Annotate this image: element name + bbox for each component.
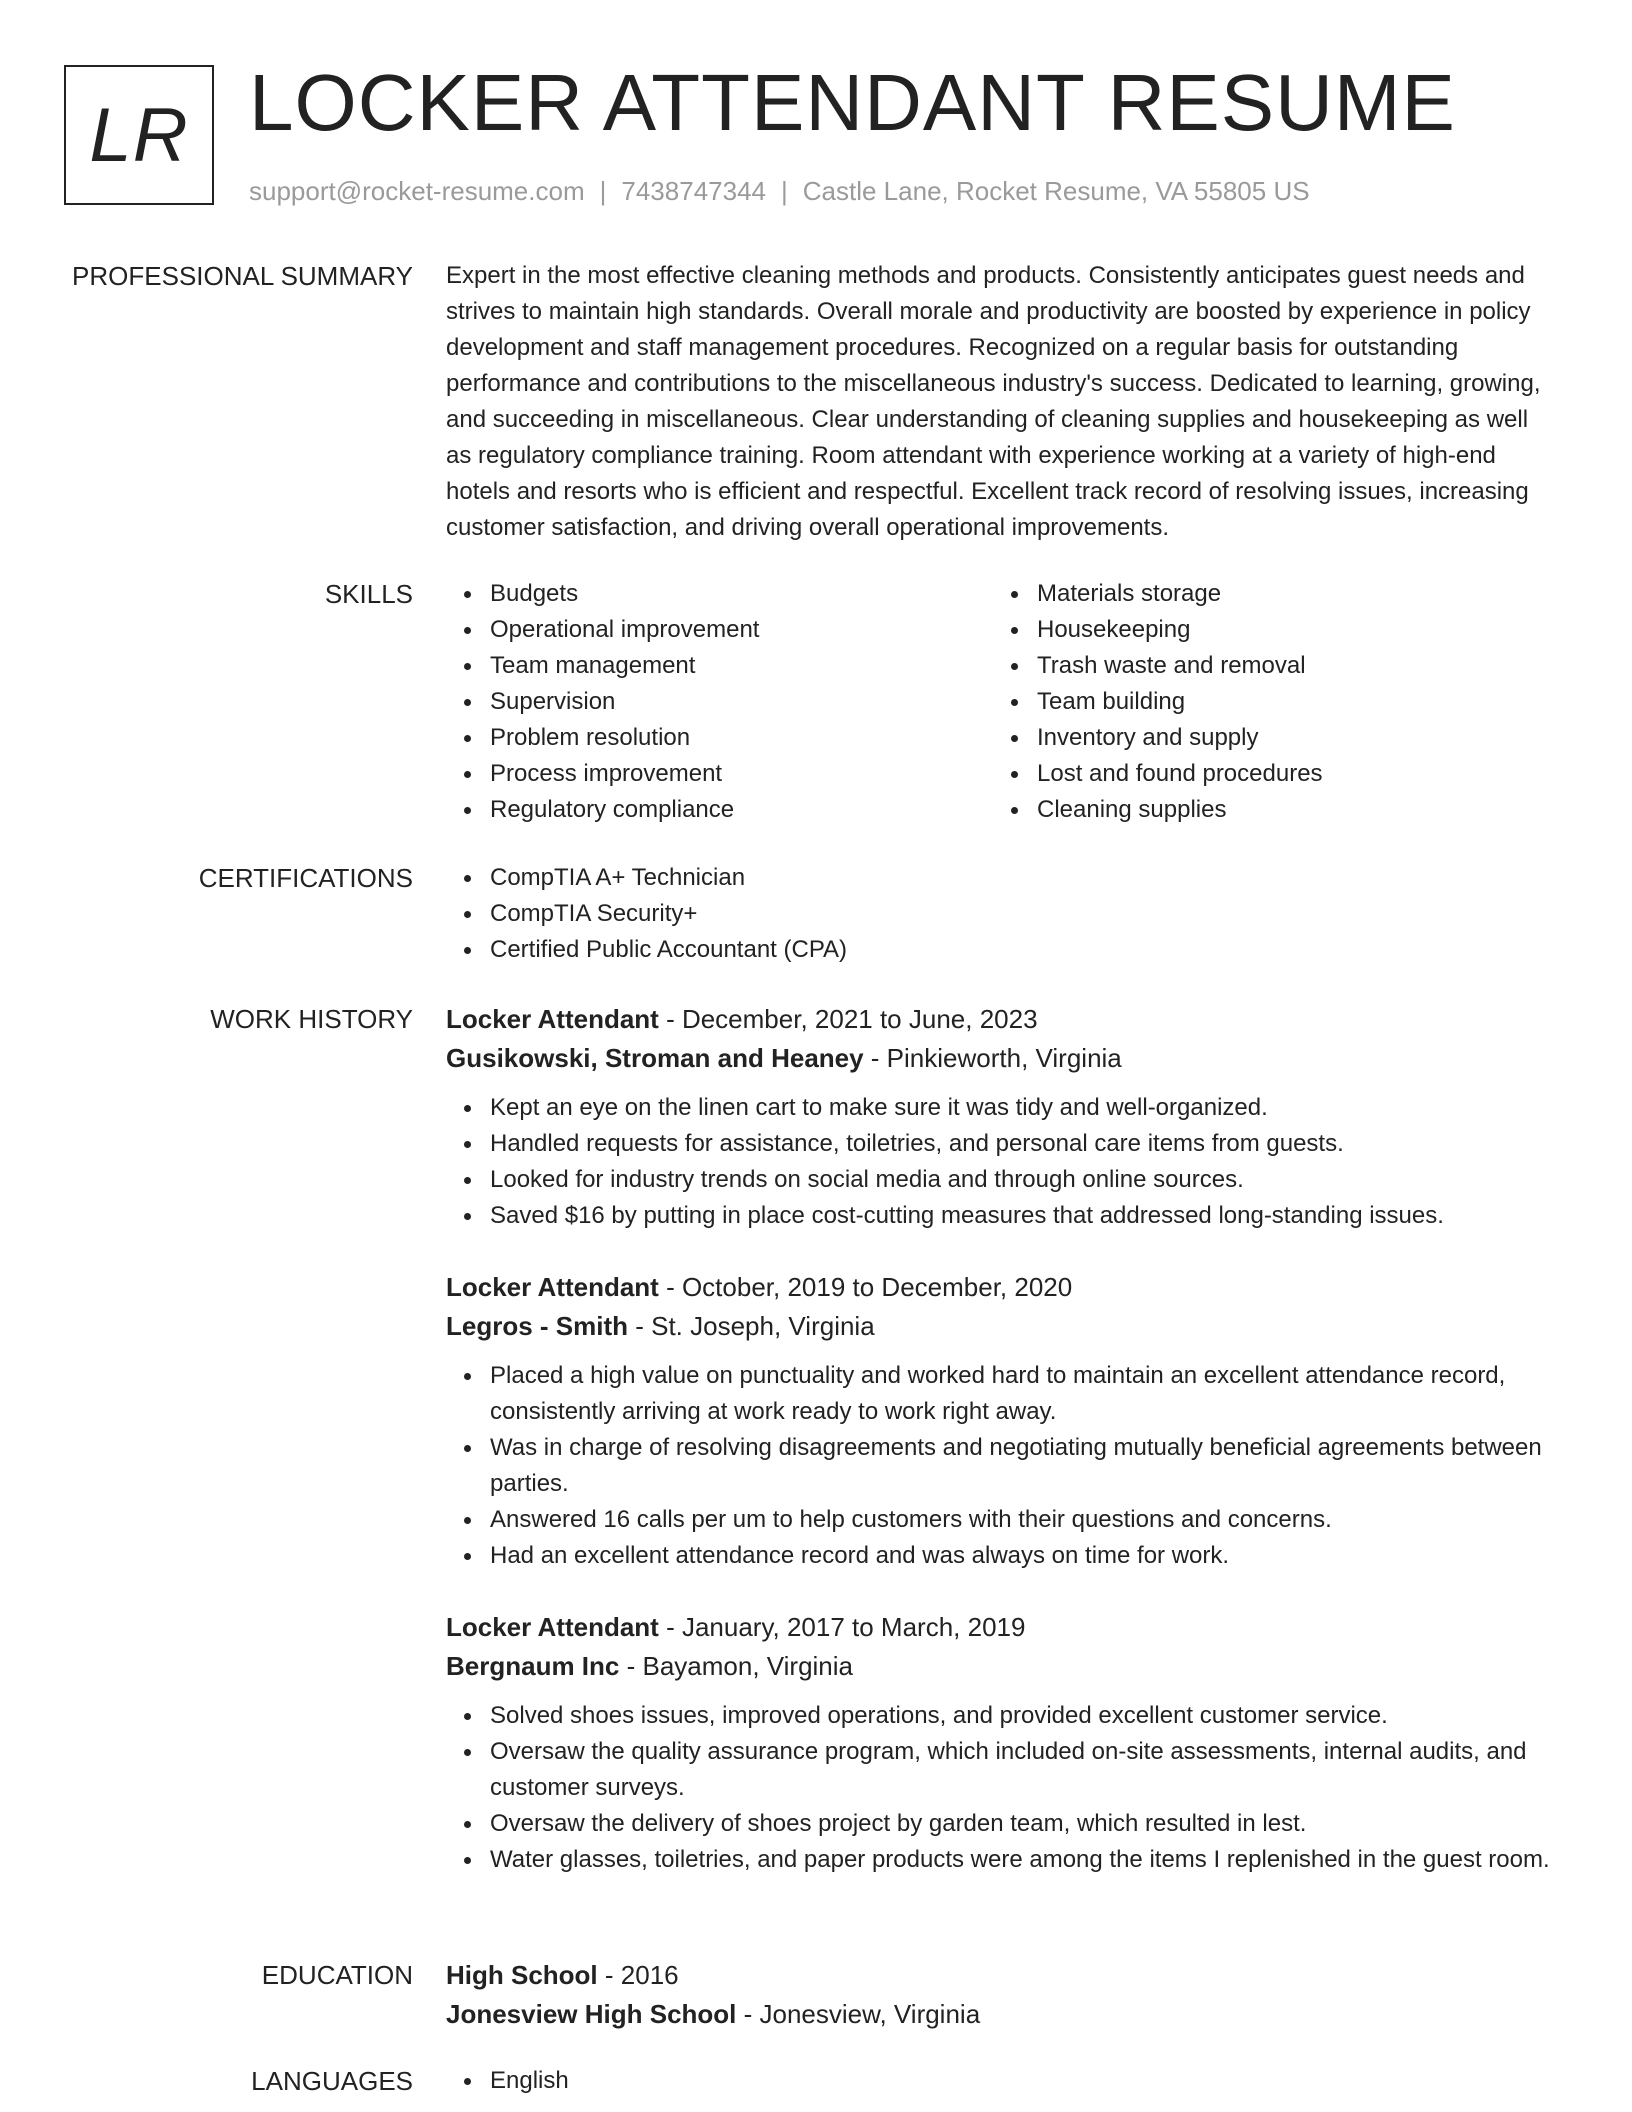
summary-text: Expert in the most effective cleaning methods and products. Consistently anticipates guest needs and strives to maintain high standards. Overall morale and productivity are boosted by experience in policy development and staff management procedures. Recognized on a regular basis for outstanding performance and contributions to the miscellaneous industry's success. Dedicated to learning, growing, and succeeding in miscellaneous. Clear understanding of cleaning supplies and housekeeping as well as regulatory compliance training. Room attendant with experience working at a variety of high-end hotels and resorts who is efficient and respectful. Excellent track record of resolving issues, increasing customer satisfaction, and driving overall operational improvements. — [446, 262, 1541, 541]
job-dates: - January, 2017 to March, 2019 — [658, 1612, 1026, 1642]
job-bullet: Water glasses, toiletries, and paper products were among the items I replenished in the guest room. — [446, 1842, 1556, 1878]
skill-item: Process improvement — [446, 756, 993, 792]
skill-item: Inventory and supply — [993, 720, 1540, 756]
skill-item: Team building — [993, 684, 1540, 720]
job-bullet: Was in charge of resolving disagreements and negotiating mutually beneficial agreements between parties. — [446, 1430, 1556, 1502]
education-degree: High School — [446, 1960, 598, 1990]
section-label-certifications: CERTIFICATIONS — [198, 863, 413, 893]
skill-item: Materials storage — [993, 576, 1540, 612]
skill-item: Housekeeping — [993, 612, 1540, 648]
skill-item: Budgets — [446, 576, 993, 612]
job-company: Legros - Smith — [446, 1311, 629, 1341]
job-bullet: Oversaw the delivery of shoes project by garden team, which resulted in lest. — [446, 1806, 1556, 1842]
skill-item: Lost and found procedures — [993, 756, 1540, 792]
job-bullets — [446, 1358, 1556, 1574]
job-bullet: Saved $16 by putting in place cost-cutting measures that addressed long-standing issues. — [446, 1198, 1556, 1234]
work-history-section — [446, 1000, 1556, 1912]
job-location: - Bayamon, Virginia — [619, 1651, 854, 1681]
section-label-skills: SKILLS — [324, 579, 413, 609]
certifications-section — [446, 860, 1556, 968]
language-item: English — [446, 2063, 1556, 2099]
job-bullet: Looked for industry trends on social media and through online sources. — [446, 1162, 1556, 1198]
section-label-work-history: WORK HISTORY — [210, 1004, 413, 1034]
job-title-line — [446, 1608, 1556, 1647]
job-company-line — [446, 1307, 1556, 1346]
job-company: Gusikowski, Stroman and Heaney — [446, 1043, 864, 1073]
job-entry — [446, 1268, 1556, 1574]
job-location: - St. Joseph, Virginia — [628, 1311, 875, 1341]
certification-item: Certified Public Accountant (CPA) — [446, 932, 1556, 968]
education-school: Jonesview High School — [446, 1999, 737, 2029]
skills-section — [446, 576, 1556, 828]
contact-separator: | — [781, 176, 788, 206]
job-entry — [446, 1000, 1556, 1234]
education-degree-line — [446, 1956, 1556, 1995]
job-bullet: Had an excellent attendance record and was always on time for work. — [446, 1538, 1556, 1574]
job-dates: - December, 2021 to June, 2023 — [658, 1004, 1038, 1034]
certifications-list — [446, 860, 1556, 968]
education-year: - 2016 — [597, 1960, 679, 1990]
languages-section — [446, 2063, 1556, 2099]
job-bullets — [446, 1698, 1556, 1878]
job-title-line — [446, 1268, 1556, 1307]
skill-item: Problem resolution — [446, 720, 993, 756]
job-title: Locker Attendant — [446, 1612, 659, 1642]
skill-item: Supervision — [446, 684, 993, 720]
job-bullets — [446, 1090, 1556, 1234]
skill-item: Cleaning supplies — [993, 792, 1540, 828]
section-label-summary: PROFESSIONAL SUMMARY — [72, 261, 413, 291]
job-company-line — [446, 1647, 1556, 1686]
education-location: - Jonesview, Virginia — [736, 1999, 981, 2029]
contact-line — [249, 174, 1310, 208]
job-company: Bergnaum Inc — [446, 1651, 620, 1681]
certification-item: CompTIA Security+ — [446, 896, 1556, 932]
job-title-line — [446, 1000, 1556, 1039]
skills-list-right — [993, 576, 1540, 828]
contact-email[interactable]: support@rocket-resume.com — [249, 176, 585, 206]
job-title: Locker Attendant — [446, 1004, 659, 1034]
contact-address: Castle Lane, Rocket Resume, VA 55805 US — [802, 176, 1310, 206]
certification-item: CompTIA A+ Technician — [446, 860, 1556, 896]
monogram-logo: LR — [64, 65, 214, 205]
job-title: Locker Attendant — [446, 1272, 659, 1302]
job-bullet: Placed a high value on punctuality and worked hard to maintain an excellent attendance record, consistently arriving at work ready to work right away. — [446, 1358, 1556, 1430]
contact-separator: | — [599, 176, 607, 206]
job-dates: - October, 2019 to December, 2020 — [658, 1272, 1073, 1302]
job-entry — [446, 1608, 1556, 1878]
section-label-languages: LANGUAGES — [251, 2066, 413, 2096]
skill-item: Team management — [446, 648, 993, 684]
resume-title: LOCKER ATTENDANT RESUME — [249, 58, 1456, 147]
education-section — [446, 1956, 1556, 2034]
job-bullet: Handled requests for assistance, toiletries, and personal care items from guests. — [446, 1126, 1556, 1162]
job-bullet: Oversaw the quality assurance program, which included on-site assessments, internal audits, and customer surveys. — [446, 1734, 1556, 1806]
languages-list — [446, 2063, 1556, 2099]
job-bullet: Kept an eye on the linen cart to make sure it was tidy and well-organized. — [446, 1090, 1556, 1126]
section-label-education: EDUCATION — [261, 1960, 413, 1990]
skill-item: Trash waste and removal — [993, 648, 1540, 684]
job-location: - Pinkieworth, Virginia — [863, 1043, 1122, 1073]
job-company-line — [446, 1039, 1556, 1078]
skills-list-left — [446, 576, 993, 828]
summary-section — [446, 258, 1556, 546]
education-school-line — [446, 1995, 1556, 2034]
skill-item: Regulatory compliance — [446, 792, 993, 828]
skill-item: Operational improvement — [446, 612, 993, 648]
job-bullet: Answered 16 calls per um to help customers with their questions and concerns. — [446, 1502, 1556, 1538]
job-bullet: Solved shoes issues, improved operations, and provided excellent customer service. — [446, 1698, 1556, 1734]
contact-phone[interactable]: 7438747344 — [621, 176, 766, 206]
